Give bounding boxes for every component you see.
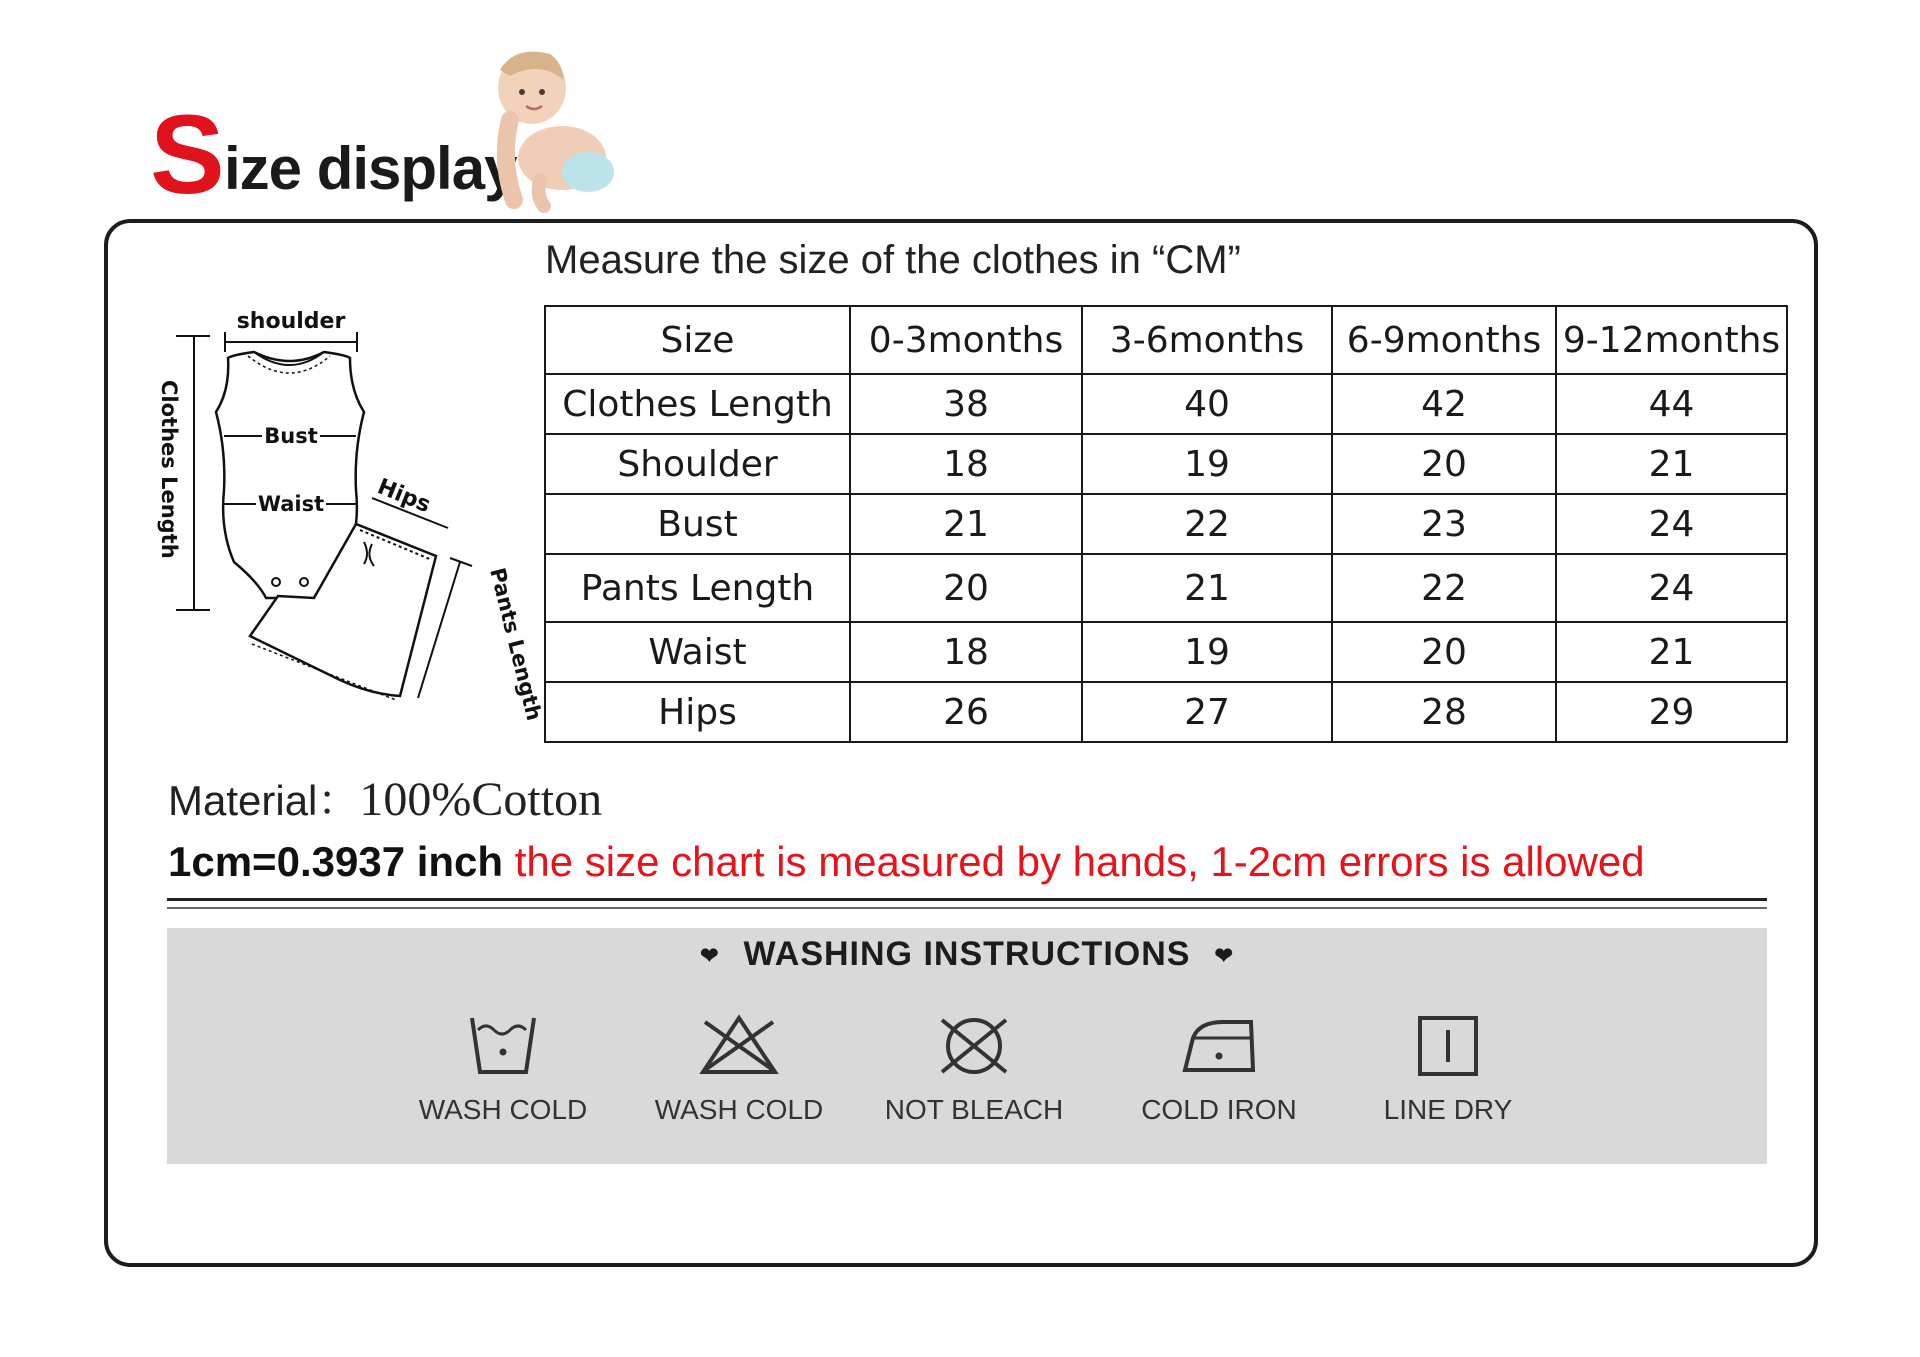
title-text: ize display [224, 135, 517, 202]
no-bleach-triangle-icon [697, 1014, 781, 1078]
column-header: 6-9months [1332, 306, 1556, 374]
table-cell: 21 [850, 494, 1082, 554]
table-cell: 27 [1082, 682, 1332, 742]
table-cell: 21 [1556, 434, 1787, 494]
row-label: Shoulder [545, 434, 850, 494]
wash-label: COLD IRON [1141, 1094, 1297, 1125]
column-header: 9-12months [1556, 306, 1787, 374]
wash-label: LINE DRY [1383, 1094, 1513, 1125]
table-cell: 24 [1556, 494, 1787, 554]
column-header: 0-3months [850, 306, 1082, 374]
label-pants-length: Pants Length [485, 565, 547, 723]
baby-illustration [470, 40, 620, 210]
material-line [168, 768, 602, 828]
label-waist: Waist [257, 492, 325, 516]
wash-label: WASH COLD [654, 1094, 824, 1125]
measurement-warning: the size chart is measured by hands, 1-2cm errors is allowed [514, 838, 1645, 885]
washing-title-text: WASHING INSTRUCTIONS [743, 935, 1191, 973]
unit-conversion: 1cm=0.3937 inch [168, 838, 504, 885]
row-label: Bust [545, 494, 850, 554]
heart-icon: ❤ [1214, 943, 1234, 969]
table-row [545, 622, 1787, 682]
label-bust: Bust [264, 424, 318, 448]
measure-heading: Measure the size of the clothes in “CM” [545, 238, 1241, 282]
label-hips: Hips [373, 474, 434, 519]
table-cell: 19 [1082, 434, 1332, 494]
title-initial: S [150, 92, 225, 217]
size-note [168, 838, 1645, 886]
table-cell: 26 [850, 682, 1082, 742]
column-header: 3-6months [1082, 306, 1332, 374]
washing-instructions-panel [167, 928, 1767, 1164]
material-label: Material： [168, 777, 360, 824]
row-label: Waist [545, 622, 850, 682]
material-value: 100%Cotton [359, 773, 603, 826]
table-row [545, 434, 1787, 494]
table-cell: 20 [1332, 434, 1556, 494]
table-cell: 24 [1556, 554, 1787, 622]
table-cell: 21 [1556, 622, 1787, 682]
table-cell: 22 [1082, 494, 1332, 554]
wash-item [1109, 1014, 1329, 1126]
table-cell: 22 [1332, 554, 1556, 622]
divider [167, 898, 1767, 901]
table-cell: 21 [1082, 554, 1332, 622]
table-row [545, 554, 1787, 622]
wash-item [393, 1014, 613, 1126]
table-cell: 18 [850, 622, 1082, 682]
iron-low-icon [1179, 1014, 1259, 1078]
table-row [545, 682, 1787, 742]
table-header-row [545, 306, 1787, 374]
column-header: Size [545, 306, 850, 374]
table-cell: 29 [1556, 682, 1787, 742]
heart-icon: ❤ [700, 943, 720, 969]
row-label: Pants Length [545, 554, 850, 622]
washing-title [167, 930, 1767, 980]
label-shoulder: shoulder [236, 309, 346, 334]
line-dry-icon [1416, 1014, 1480, 1078]
table-cell: 23 [1332, 494, 1556, 554]
row-label: Clothes Length [545, 374, 850, 434]
divider [167, 907, 1767, 909]
wash-item [864, 1014, 1084, 1126]
table-cell: 18 [850, 434, 1082, 494]
wash-label: WASH COLD [418, 1094, 588, 1125]
no-dry-clean-icon [934, 1014, 1014, 1078]
table-cell: 19 [1082, 622, 1332, 682]
table-cell: 20 [1332, 622, 1556, 682]
table-cell: 28 [1332, 682, 1556, 742]
table-cell: 38 [850, 374, 1082, 434]
wash-tub-icon [468, 1014, 538, 1078]
table-row [545, 494, 1787, 554]
label-clothes-length: Clothes Length [157, 380, 181, 559]
wash-item [629, 1014, 849, 1126]
table-row [545, 374, 1787, 434]
table-cell: 20 [850, 554, 1082, 622]
wash-item [1338, 1014, 1558, 1126]
table-cell: 44 [1556, 374, 1787, 434]
size-table [544, 305, 1788, 743]
wash-label: NOT BLEACH [884, 1094, 1064, 1125]
table-cell: 42 [1332, 374, 1556, 434]
row-label: Hips [545, 682, 850, 742]
garment-diagram [150, 300, 547, 730]
table-cell: 40 [1082, 374, 1332, 434]
